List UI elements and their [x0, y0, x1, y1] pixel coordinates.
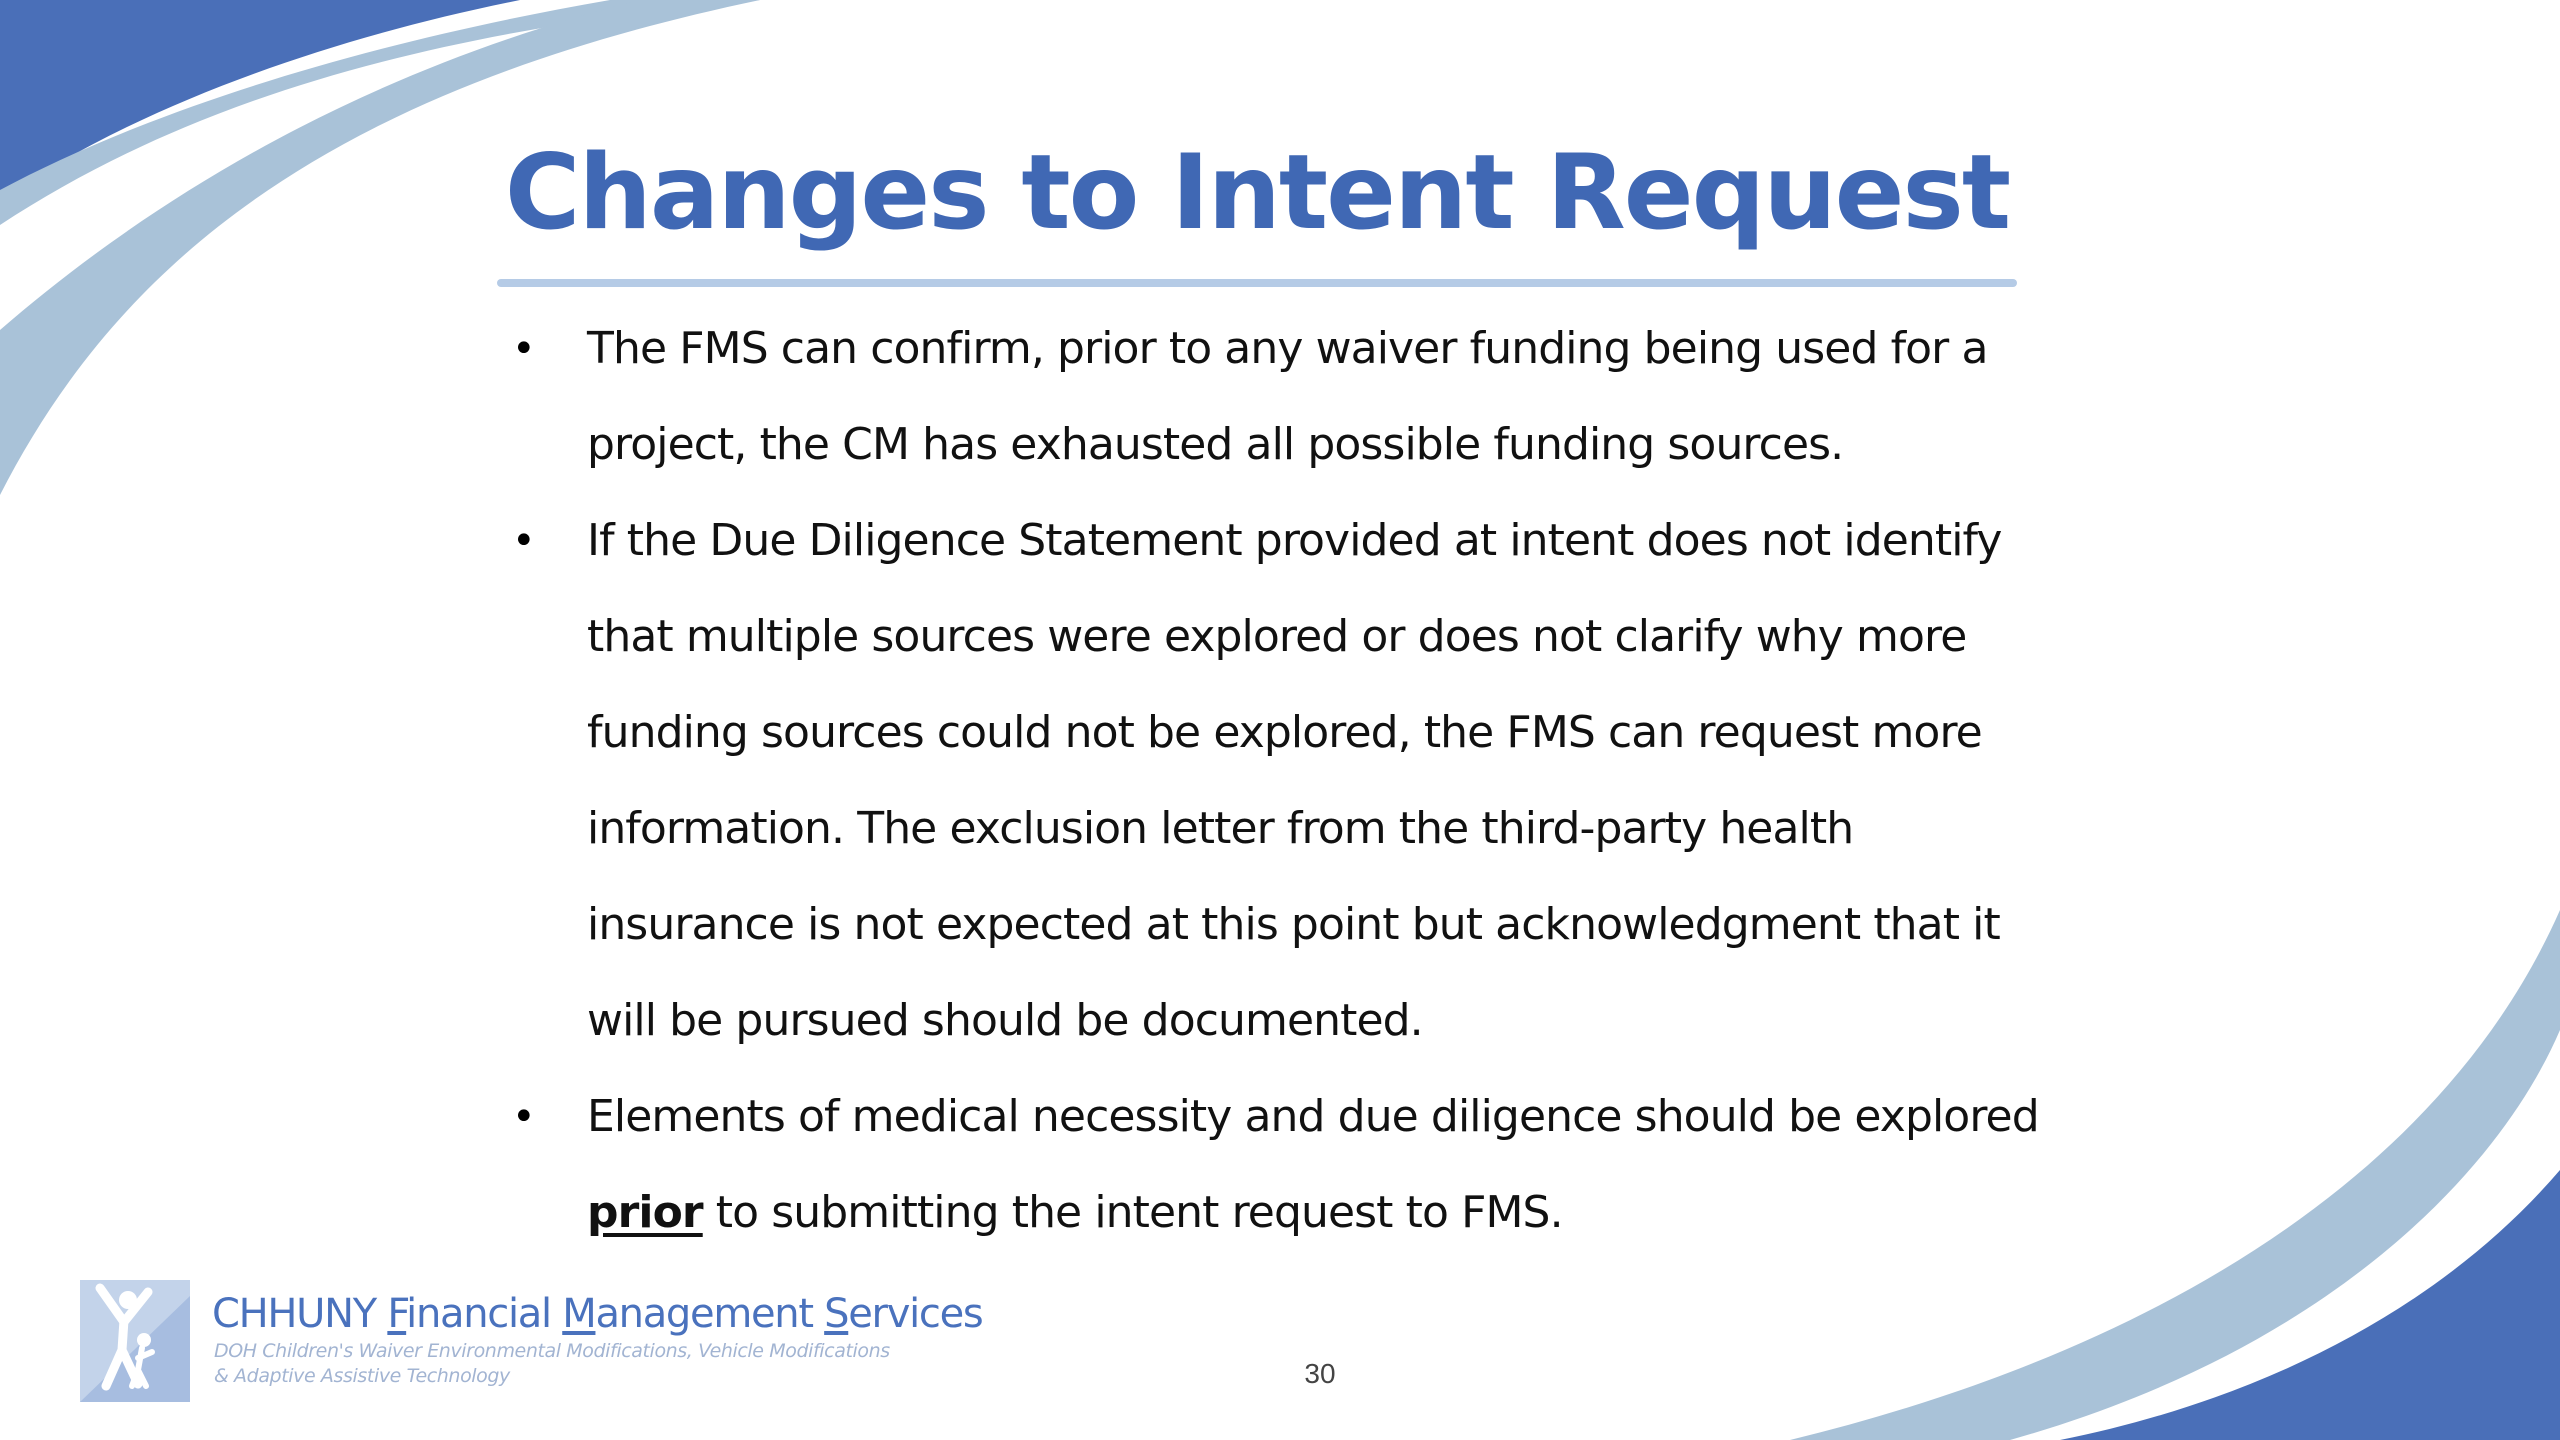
bullet-item	[512, 301, 2112, 493]
bullet-line: project, the CM has exhausted all possible funding sources.	[587, 419, 1844, 470]
org-initial-f: F	[387, 1291, 407, 1337]
org-initial-m: M	[562, 1291, 596, 1337]
bullet-line: Elements of medical necessity and due diligence should be explored	[587, 1091, 2039, 1142]
organization-tagline: DOH Children's Waiver Environmental Modifications, Vehicle Modifications	[214, 1340, 890, 1362]
bullet-list	[512, 301, 2112, 1261]
bullet-line: funding sources could not be explored, the FMS can request more	[587, 707, 1982, 758]
emphasis-prior: prior	[587, 1187, 703, 1238]
org-word: inancial	[406, 1291, 563, 1337]
org-prefix: CHHUNY	[212, 1291, 388, 1337]
bullet-line-rest: to submitting the intent request to FMS.	[702, 1187, 1563, 1238]
bullet-item	[512, 1069, 2112, 1261]
bullet-line: will be pursued should be documented.	[587, 995, 1423, 1046]
org-word: anagement	[595, 1291, 825, 1337]
bullet-line	[587, 1165, 2112, 1261]
bullet-dot: •	[512, 518, 536, 564]
bullet-line: insurance is not expected at this point but acknowledgment that it	[587, 899, 2000, 950]
bullet-line: The FMS can confirm, prior to any waiver funding being used for a	[587, 323, 1988, 374]
organization-name	[212, 1286, 982, 1342]
org-word: ervices	[848, 1291, 983, 1337]
page-number: 30	[1304, 1358, 1336, 1389]
bullet-line: If the Due Diligence Statement provided at intent does not identify	[587, 515, 2002, 566]
bullet-item	[512, 493, 2112, 1069]
bullet-line: information. The exclusion letter from the third-party health	[587, 803, 1854, 854]
bullet-line: that multiple sources were explored or does not clarify why more	[587, 611, 1967, 662]
title-underline	[497, 279, 2017, 287]
bullet-dot: •	[512, 326, 536, 372]
slide-title: Changes to Intent Request	[504, 133, 2010, 253]
organization-tagline: & Adaptive Assistive Technology	[214, 1365, 510, 1387]
org-initial-s: S	[824, 1291, 849, 1337]
bullet-dot: •	[512, 1094, 536, 1140]
person-with-child-logo-icon	[80, 1280, 190, 1402]
